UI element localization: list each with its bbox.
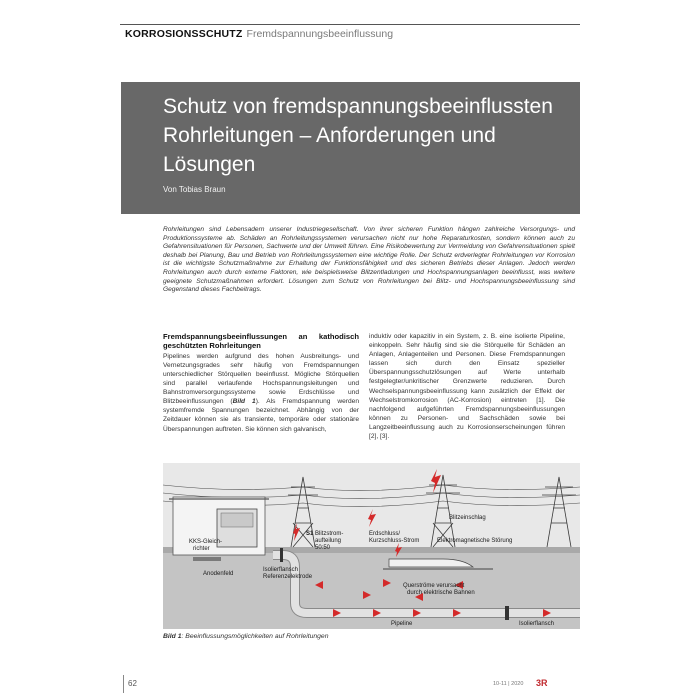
body-text: Pipelines werden aufgrund des hohen Ausbreitungs- und Vernetzungsgrades sehr häufig von Fremdspannungen unterschiedlicher Störquellen beeinflusst. Mögliche Störquellen sind parallel verlaufende Hochspannungsleitungen und Bahnstromversorgungssysteme sowie Erdschlüsse und Blitzbeeinflussungen (	[163, 352, 359, 406]
figure-illustration	[163, 463, 580, 629]
caption-text: : Beeinflussungsmöglichkeiten auf Rohrleitungen	[181, 633, 329, 640]
anode-field	[193, 557, 221, 561]
body-column-left	[163, 332, 359, 434]
footer-rule	[123, 675, 124, 693]
title-line: Lösungen	[163, 153, 256, 176]
label-quer-1: Querströme verursacht	[403, 583, 465, 589]
rectifier-panel	[221, 513, 253, 527]
label-blitz-1: Blitzstrom-	[315, 531, 344, 537]
label-blitzeinschlag: Blitzeinschlag	[449, 515, 486, 521]
label-isolierflansch-2: Isolierflansch	[519, 621, 555, 627]
lightning-bolt-icon	[293, 523, 300, 541]
article-abstract: Rohrleitungen sind Lebensadern unserer Industriegesellschaft. Von ihrer sicheren Funktion hängen zahlreiche Versorgungs- und Produktionssysteme ab. Schäden an Rohrleitungssystemen verursachen nicht nur hohe Reparaturkosten, sondern können auch zu Gefahrensituationen für Personen, Sachwerte und der Umwelt führen. Eine Risikobewertung zur Vermeidung von Gefahrensituationen spielt deshalb bei Planung, Bau und Betrieb von Rohrleitungssystemen eine wichtige Rolle. Der Schutz erdverlegter Rohrleitungen vor Korrosion ist die wichtigste Schutzmaßnahme zur Erhaltung der Funktionsfähigkeit und des sicheren Betriebs dieser Anlagen. Jedoch werden Rohrleitungen auch durch externe Faktoren, wie beispielsweise Blitzentladungen und Hochspannungsanlagen beeinflusst, was weitere geeignete Schutzmaßnahmen erfordert. Lösungen zum Schutz von Rohrleitungen bei Blitz- und Hochspannungsbeeinflussung sind Gegenstand dieses Fachbeitrags.	[163, 226, 575, 294]
label-blitz-2: aufteilung	[315, 538, 342, 544]
label-erd-1: Erdschluss/	[369, 531, 401, 537]
title-line: Rohrleitungen – Anforderungen und	[163, 124, 496, 147]
figure-1	[163, 463, 580, 629]
label-isolierflansch-1: Isolierflansch	[263, 567, 299, 573]
caption-ref: Bild 1	[163, 633, 182, 640]
label-s1: S1	[306, 531, 314, 537]
section-heading: Fremdspannungsbeeinflussungen an kathodisch geschützten Rohrleitungen	[163, 332, 359, 351]
header-topic: Fremdspannungsbeeinflussung	[246, 28, 394, 40]
article-title	[163, 92, 563, 179]
insulating-flange-right	[505, 606, 509, 620]
label-anodenfeld: Anodenfeld	[203, 571, 234, 577]
header-section: KORROSIONSSCHUTZ	[125, 28, 243, 40]
lightning-bolt-icon	[431, 469, 441, 493]
pylon-left	[288, 477, 318, 547]
label-kks-1: KKS-Gleich-	[189, 539, 223, 545]
label-kks-2: richter	[193, 546, 210, 552]
figure-reference: Bild 1	[232, 398, 256, 406]
label-blitz-3: 50:50	[315, 545, 331, 551]
running-header	[125, 28, 393, 40]
body-column-right: induktiv oder kapazitiv in ein System, z. B. eine isolierte Pipeline, einkoppeln. Sehr häufig sind sie die Störquelle für Schäden an Anlagen, Anlagenteilen und Personen. Diese Fremdspannungen lassen sich durch den Einsatz spezieller Überspannungsschutzlösungen auf Werte unterhalb festgelegter/unkritischer Grenzwerte reduzieren. Durch Wechselspannungsbeeinflussung kann zusätzlich der Effekt der Wechselstromkorrosion (AC-Korrosion) eintreten [1]. Die nachfolgend aufgeführten Fremdspannungsbeeinflussungen können zu Personen- und Sachschäden sowie bei Langzeitbeeinflussung auch zu Korrosionserscheinungen führen [2], [3].	[369, 333, 565, 441]
body-text: ). Als Fremdspannung werden systemfremde Spannungen bezeichnet. Abhängig von der Zeitdauer können sie als transiente, temporäre oder stationäre Überspannungen auftreten. Sie können sich galvanisch,	[163, 398, 360, 433]
label-erd-2: Kurzschluss-Strom	[369, 538, 420, 544]
label-quer-2: durch elektrische Bahnen	[407, 590, 475, 596]
title-line: Schutz von fremdspannungsbeeinflussten	[163, 95, 553, 118]
label-pipeline: Pipeline	[391, 621, 413, 627]
insulating-flange-left	[280, 548, 283, 562]
figure-caption	[163, 633, 329, 640]
lightning-bolt-icon	[368, 509, 376, 527]
article-author: Von Tobias Braun	[163, 185, 226, 194]
label-em: Elektromagnetische Störung	[437, 538, 513, 544]
issue-info: 10-11 | 2020	[493, 681, 524, 687]
header-rule	[120, 24, 580, 25]
label-referenz: Referenzelektrode	[263, 574, 313, 580]
page-number: 62	[128, 679, 137, 688]
journal-logo: 3R	[536, 678, 548, 688]
pylon-mid	[426, 475, 460, 547]
